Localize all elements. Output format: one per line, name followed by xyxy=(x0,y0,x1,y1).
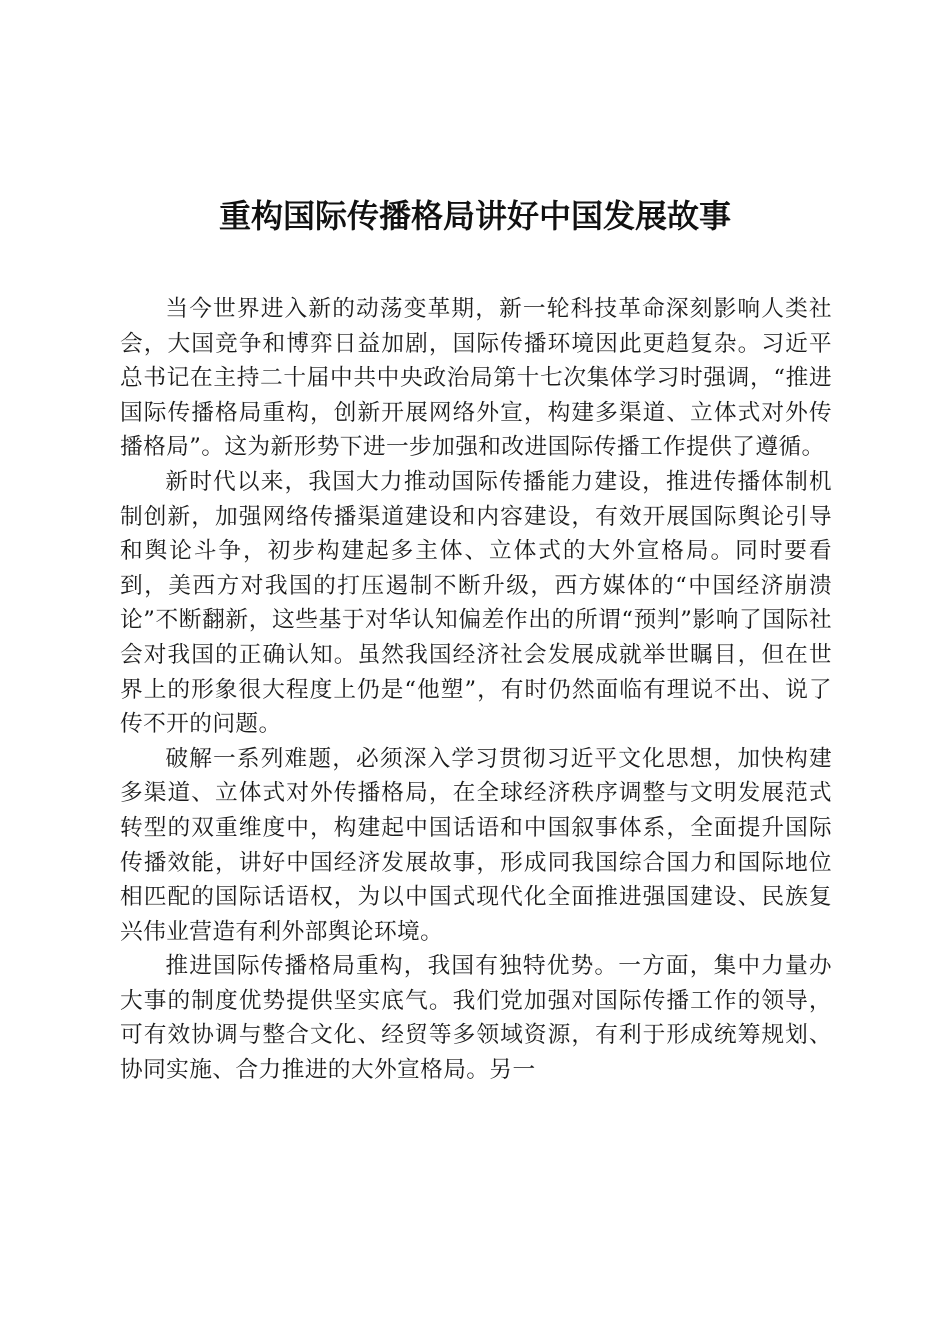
document-title: 重构国际传播格局讲好中国发展故事 xyxy=(218,197,731,235)
paragraph-4: 推进国际传播格局重构，我国有独特优势。一方面，集中力量办大事的制度优势提供坚实底气。我们党加强对国际传播工作的领导，可有效协调与整合文化、经贸等多领域资源，有利于形成统筹规划、协同实施、合力推进的大外宣格局。另一 xyxy=(120,953,832,1084)
document-body xyxy=(120,292,832,1088)
paragraph-1: 当今世界进入新的动荡变革期，新一轮科技革命深刻影响人类社会，大国竞争和博弈日益加剧，国际传播环境因此更趋复杂。习近平总书记在主持二十届中共中央政治局第十七次集体学习时强调，“推进国际传播格局重构，创新开展网络外宣，构建多渠道、立体式对外传播格局”。这为新形势下进一步加强和改进国际传播工作提供了遵循。 xyxy=(120,296,832,461)
paragraph-3: 破解一系列难题，必须深入学习贯彻习近平文化思想，加快构建多渠道、立体式对外传播格局，在全球经济秩序调整与文明发展范式转型的双重维度中，构建起中国话语和中国叙事体系，全面提升国际传播效能，讲好中国经济发展故事，形成同我国综合国力和国际地位相匹配的国际话语权，为以中国式现代化全面推进强国建设、民族复兴伟业营造有利外部舆论环境。 xyxy=(120,745,832,945)
paragraph-2: 新时代以来，我国大力推动国际传播能力建设，推进传播体制机制创新，加强网络传播渠道建设和内容建设，有效开展国际舆论引导和舆论斗争，初步构建起多主体、立体式的大外宣格局。同时要看到，美西方对我国的打压遏制不断升级，西方媒体的“中国经济崩溃论”不断翻新，这些基于对华认知偏差作出的所谓“预判”影响了国际社会对我国的正确认知。虽然我国经济社会发展成就举世瞩目，但在世界上的形象很大程度上仍是“他塑”，有时仍然面临有理说不出、说了传不开的问题。 xyxy=(120,468,832,738)
